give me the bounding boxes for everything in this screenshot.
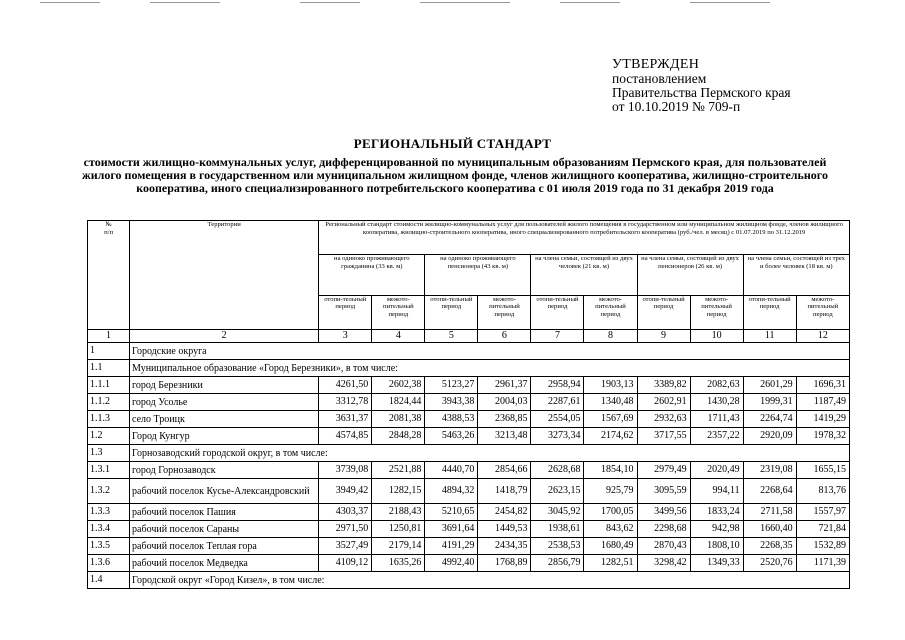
header-group-2: на одиноко проживающего пенсионера (43 кв. м)	[425, 255, 531, 296]
territory-name: рабочий поселок Медведка	[130, 555, 319, 572]
value-cell: 2932,63	[637, 411, 690, 428]
value-cell: 3499,56	[637, 504, 690, 521]
value-cell: 2179,14	[372, 538, 425, 555]
table-row	[88, 411, 850, 428]
section-row	[88, 360, 850, 377]
value-cell: 3691,64	[425, 521, 478, 538]
territory-name: город Горнозаводск	[130, 462, 319, 479]
value-cell: 1660,40	[743, 521, 796, 538]
value-cell: 3717,55	[637, 428, 690, 445]
row-number: 1.3.6	[88, 555, 130, 572]
value-cell: 994,11	[690, 479, 743, 504]
value-cell: 3298,42	[637, 555, 690, 572]
value-cell: 2268,35	[743, 538, 796, 555]
value-cell: 2368,85	[478, 411, 531, 428]
table-row	[88, 555, 850, 572]
table-row	[88, 538, 850, 555]
row-number: 1.3.3	[88, 504, 130, 521]
value-cell: 1532,89	[796, 538, 849, 555]
value-cell: 1680,49	[584, 538, 637, 555]
value-cell: 2004,03	[478, 394, 531, 411]
value-cell: 3045,92	[531, 504, 584, 521]
value-cell: 2357,22	[690, 428, 743, 445]
value-cell: 2434,35	[478, 538, 531, 555]
subheader-heating-4: отопи-тельный период	[637, 295, 690, 329]
subheader-nonheating-5: межото-пительный период	[796, 295, 849, 329]
row-number: 1.3.1	[88, 462, 130, 479]
value-cell: 2971,50	[319, 521, 372, 538]
value-cell: 1430,28	[690, 394, 743, 411]
row-number: 1	[88, 343, 130, 360]
column-number-1: 1	[88, 330, 130, 343]
value-cell: 2174,62	[584, 428, 637, 445]
value-cell: 3095,59	[637, 479, 690, 504]
subheader-heating-1: отопи-тельный период	[319, 295, 372, 329]
table-row	[88, 479, 850, 504]
header-num: № п/п	[88, 221, 130, 330]
value-cell: 2711,58	[743, 504, 796, 521]
value-cell: 1854,10	[584, 462, 637, 479]
table-row	[88, 428, 850, 445]
value-cell: 1250,81	[372, 521, 425, 538]
row-number: 1.1.3	[88, 411, 130, 428]
value-cell: 721,84	[796, 521, 849, 538]
territory-name: Горнозаводский городской округ, в том числе:	[130, 445, 850, 462]
section-row	[88, 343, 850, 360]
value-cell: 1999,31	[743, 394, 796, 411]
section-row	[88, 445, 850, 462]
value-cell: 1978,32	[796, 428, 849, 445]
value-cell: 2521,88	[372, 462, 425, 479]
column-number-11: 11	[743, 330, 796, 343]
approval-line-1: УТВЕРЖДЕН	[612, 57, 700, 72]
value-cell: 3739,08	[319, 462, 372, 479]
value-cell: 1282,15	[372, 479, 425, 504]
value-cell: 1187,49	[796, 394, 849, 411]
table-row	[88, 504, 850, 521]
header-group-3: на члена семьи, состоящей из двух человек (21 кв. м)	[531, 255, 637, 296]
territory-name: село Троицк	[130, 411, 319, 428]
value-cell: 2848,28	[372, 428, 425, 445]
header-group-4: на члена семьи, состоящей из двух пенсионеров (26 кв. м)	[637, 255, 743, 296]
value-cell: 2082,63	[690, 377, 743, 394]
territory-name: Городские округа	[130, 343, 850, 360]
value-cell: 2020,49	[690, 462, 743, 479]
value-cell: 2264,74	[743, 411, 796, 428]
value-cell: 1557,97	[796, 504, 849, 521]
row-number: 1.4	[88, 572, 130, 589]
standard-table	[87, 220, 850, 589]
column-number-2: 2	[130, 330, 319, 343]
column-number-7: 7	[531, 330, 584, 343]
value-cell: 2601,29	[743, 377, 796, 394]
value-cell: 1449,53	[478, 521, 531, 538]
value-cell: 1567,69	[584, 411, 637, 428]
territory-name: рабочий поселок Кусье-Александровский	[130, 479, 319, 504]
section-row	[88, 572, 850, 589]
top-scan-lines	[0, 0, 905, 6]
value-cell: 2188,43	[372, 504, 425, 521]
value-cell: 2554,05	[531, 411, 584, 428]
value-cell: 1655,15	[796, 462, 849, 479]
table-row	[88, 377, 850, 394]
value-cell: 2958,94	[531, 377, 584, 394]
column-number-6: 6	[478, 330, 531, 343]
subheader-nonheating-4: межото-пительный период	[690, 295, 743, 329]
value-cell: 2961,37	[478, 377, 531, 394]
value-cell: 1938,61	[531, 521, 584, 538]
subheader-nonheating-2: межото-пительный период	[478, 295, 531, 329]
value-cell: 4894,32	[425, 479, 478, 504]
territory-name: Муниципальное образование «Город Березники», в том числе:	[130, 360, 850, 377]
value-cell: 3527,49	[319, 538, 372, 555]
value-cell: 1635,26	[372, 555, 425, 572]
document-subtitle: стоимости жилищно-коммунальных услуг, дифференцированной по муниципальным образованиям Пермского края, для пользователей жилого помещения в государственном или муниципальном жилищном фонде, членов жилищного кооператива, жилищно-строительного кооператива, иного специализированного потребительского кооператива с 01 июля 2019 года по 31 декабря 2019 года	[82, 155, 828, 195]
value-cell: 4109,12	[319, 555, 372, 572]
value-cell: 1418,79	[478, 479, 531, 504]
value-cell: 2520,76	[743, 555, 796, 572]
approval-line-3: Правительства Пермского края	[612, 85, 791, 100]
row-number: 1.1	[88, 360, 130, 377]
value-cell: 3213,48	[478, 428, 531, 445]
value-cell: 1340,48	[584, 394, 637, 411]
value-cell: 813,76	[796, 479, 849, 504]
column-number-12: 12	[796, 330, 849, 343]
value-cell: 1419,29	[796, 411, 849, 428]
value-cell: 5463,26	[425, 428, 478, 445]
row-number: 1.3.2	[88, 479, 130, 504]
value-cell: 4440,70	[425, 462, 478, 479]
value-cell: 1903,13	[584, 377, 637, 394]
row-number: 1.3	[88, 445, 130, 462]
column-number-8: 8	[584, 330, 637, 343]
value-cell: 1171,39	[796, 555, 849, 572]
value-cell: 4574,85	[319, 428, 372, 445]
territory-name: рабочий поселок Сараны	[130, 521, 319, 538]
territory-name: рабочий поселок Теплая гора	[130, 538, 319, 555]
value-cell: 2268,64	[743, 479, 796, 504]
value-cell: 2623,15	[531, 479, 584, 504]
column-number-9: 9	[637, 330, 690, 343]
territory-name: город Усолье	[130, 394, 319, 411]
value-cell: 2454,82	[478, 504, 531, 521]
value-cell: 2854,66	[478, 462, 531, 479]
subheader-heating-2: отопи-тельный период	[425, 295, 478, 329]
table-row	[88, 521, 850, 538]
value-cell: 3949,42	[319, 479, 372, 504]
territory-name: город Березники	[130, 377, 319, 394]
value-cell: 4261,50	[319, 377, 372, 394]
header-territory: Территории	[130, 221, 319, 330]
subheader-heating-5: отопи-тельный период	[743, 295, 796, 329]
value-cell: 2538,53	[531, 538, 584, 555]
value-cell: 1824,44	[372, 394, 425, 411]
value-cell: 1282,51	[584, 555, 637, 572]
value-cell: 1700,05	[584, 504, 637, 521]
value-cell: 3312,78	[319, 394, 372, 411]
value-cell: 2979,49	[637, 462, 690, 479]
table-row	[88, 394, 850, 411]
row-number: 1.1.2	[88, 394, 130, 411]
row-number: 1.1.1	[88, 377, 130, 394]
value-cell: 1768,89	[478, 555, 531, 572]
value-cell: 3389,82	[637, 377, 690, 394]
value-cell: 1696,31	[796, 377, 849, 394]
value-cell: 4388,53	[425, 411, 478, 428]
value-cell: 2602,38	[372, 377, 425, 394]
document-title: РЕГИОНАЛЬНЫЙ СТАНДАРТ	[353, 136, 552, 151]
value-cell: 2602,91	[637, 394, 690, 411]
value-cell: 5210,65	[425, 504, 478, 521]
approval-line-2: постановлением	[612, 71, 707, 86]
value-cell: 1349,33	[690, 555, 743, 572]
value-cell: 1711,43	[690, 411, 743, 428]
value-cell: 942,98	[690, 521, 743, 538]
row-number: 1.3.5	[88, 538, 130, 555]
value-cell: 3273,34	[531, 428, 584, 445]
value-cell: 2856,79	[531, 555, 584, 572]
territory-name: Городской округ «Город Кизел», в том числе:	[130, 572, 850, 589]
approval-stamp	[612, 58, 791, 114]
value-cell: 4992,40	[425, 555, 478, 572]
value-cell: 2081,38	[372, 411, 425, 428]
row-number: 1.2	[88, 428, 130, 445]
header-group-5: на члена семьи, состоящей из трех и более человек (18 кв. м)	[743, 255, 849, 296]
approval-line-4: от 10.10.2019 № 709-п	[612, 99, 741, 114]
header-group-1: на одиноко проживающего гражданина (33 кв. м)	[319, 255, 425, 296]
row-number: 1.3.4	[88, 521, 130, 538]
value-cell: 925,79	[584, 479, 637, 504]
value-cell: 4191,29	[425, 538, 478, 555]
column-number-5: 5	[425, 330, 478, 343]
subheader-nonheating-1: межото-пительный период	[372, 295, 425, 329]
subheader-nonheating-3: межото-пительный период	[584, 295, 637, 329]
value-cell: 5123,27	[425, 377, 478, 394]
value-cell: 2628,68	[531, 462, 584, 479]
value-cell: 1808,10	[690, 538, 743, 555]
value-cell: 2319,08	[743, 462, 796, 479]
territory-name: Город Кунгур	[130, 428, 319, 445]
subheader-heating-3: отопи-тельный период	[531, 295, 584, 329]
table-row	[88, 462, 850, 479]
value-cell: 4303,37	[319, 504, 372, 521]
value-cell: 2298,68	[637, 521, 690, 538]
value-cell: 2870,43	[637, 538, 690, 555]
column-number-4: 4	[372, 330, 425, 343]
value-cell: 1833,24	[690, 504, 743, 521]
column-number-10: 10	[690, 330, 743, 343]
header-main: Региональный стандарт стоимости жилищно-коммунальных услуг для пользователей жилого помещения в государственном или муниципальном жилищном фонде, членов жилищного кооператива, жилищно-строительного кооператива, иного специализированного потребительского кооператива (руб./чел. в месяц) с 01.07.2019 по 31.12.2019	[319, 221, 850, 255]
value-cell: 843,62	[584, 521, 637, 538]
column-number-3: 3	[319, 330, 372, 343]
value-cell: 3943,38	[425, 394, 478, 411]
value-cell: 2920,09	[743, 428, 796, 445]
territory-name: рабочий поселок Пашия	[130, 504, 319, 521]
value-cell: 2287,61	[531, 394, 584, 411]
value-cell: 3631,37	[319, 411, 372, 428]
